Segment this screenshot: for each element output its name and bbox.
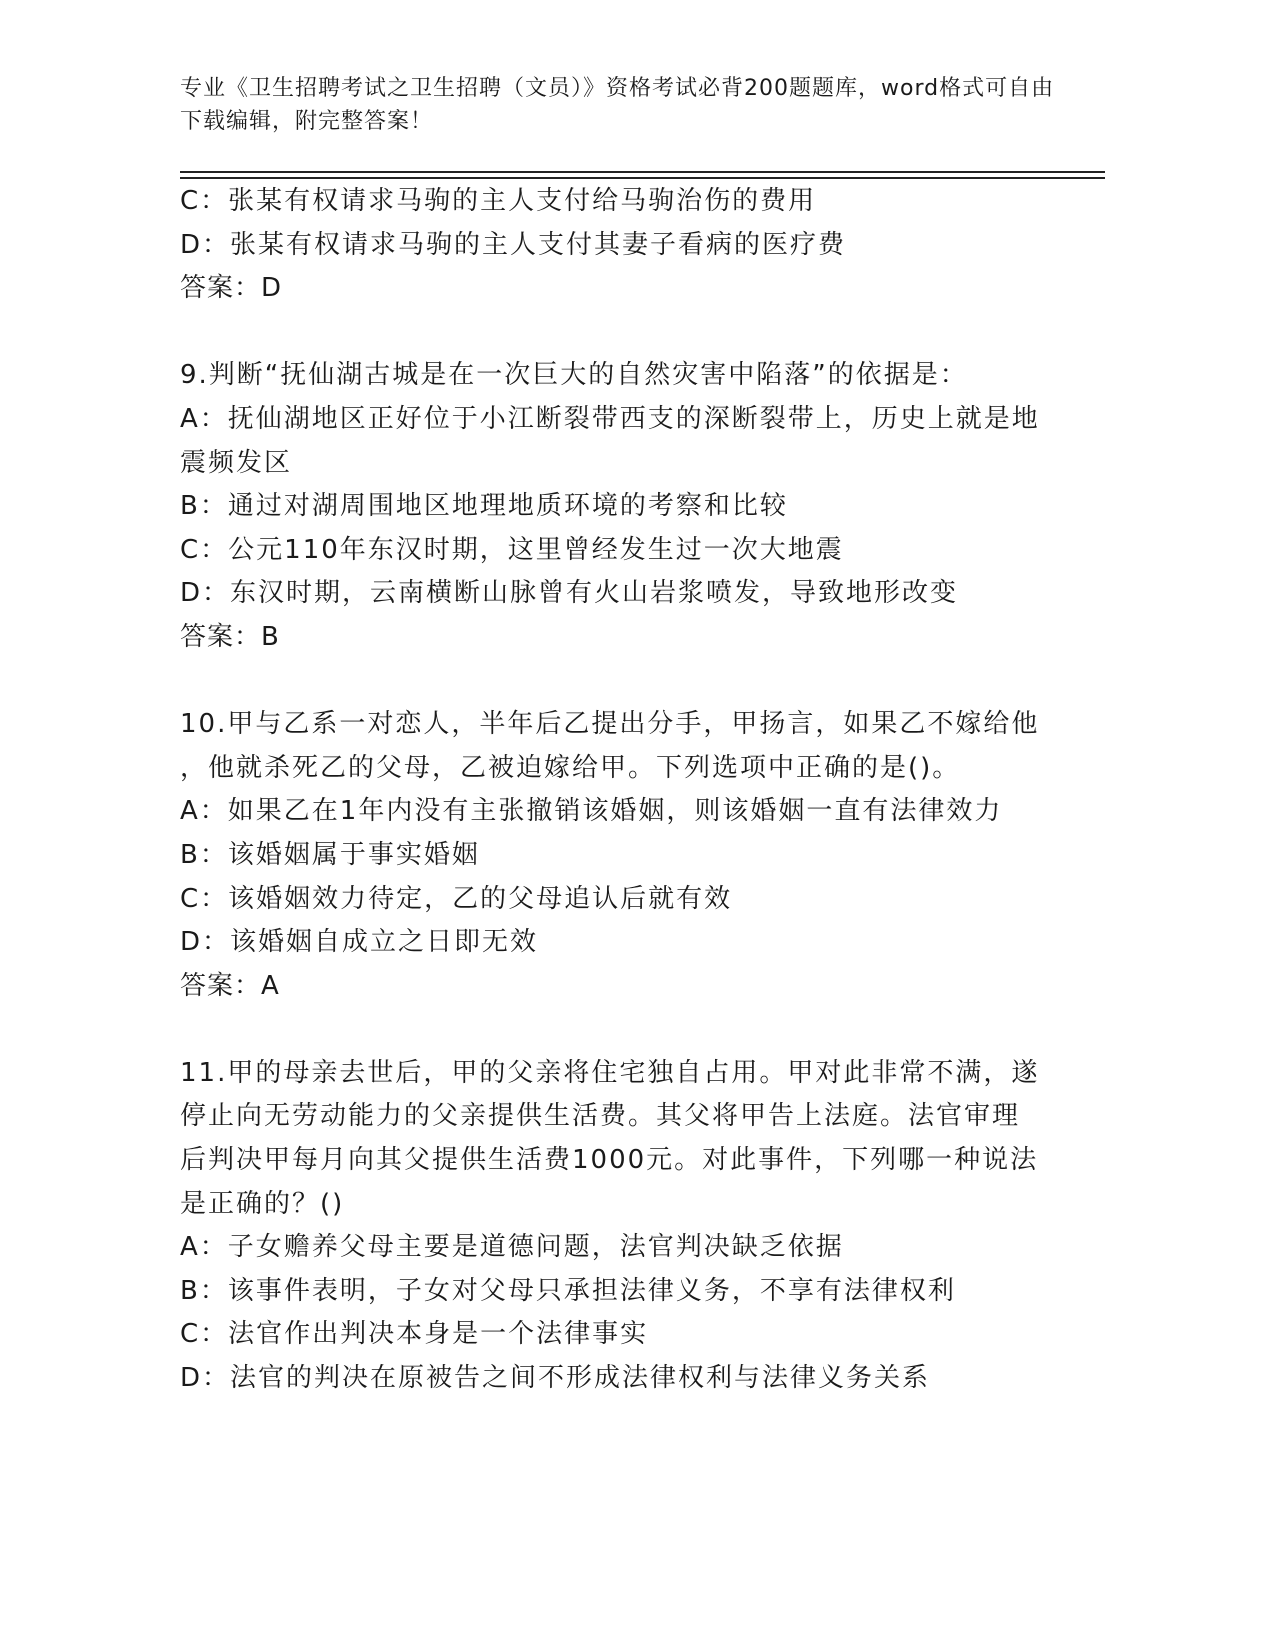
q11-question-line3: 后判决甲每月向其父提供生活费1000元。对此事件，下列哪一种说法: [180, 1145, 1039, 1176]
spacer: [180, 660, 1040, 704]
q10-answer: 答案：A: [180, 970, 280, 1001]
spacer: [180, 1008, 1040, 1052]
q10-option-c: C：该婚姻效力待定，乙的父母追认后就有效: [180, 883, 733, 914]
q9-option-a-line1: A：抚仙湖地区正好位于小江断裂带西支的深断裂带上，历史上就是地: [180, 403, 1040, 434]
q9-option-c: C：公元110年东汉时期，这里曾经发生过一次大地震: [180, 534, 844, 565]
q11-question-line4: 是正确的？(): [180, 1188, 345, 1219]
q11-option-d: D：法官的判决在原被告之间不形成法律权利与法律义务关系: [180, 1363, 931, 1394]
header-rule-top: [180, 171, 1105, 173]
q10-option-a: A：如果乙在1年内没有主张撤销该婚姻，则该婚姻一直有法律效力: [180, 796, 1003, 827]
q11-question-line1: 11.甲的母亲去世后，甲的父亲将住宅独自占用。甲对此非常不满，遂: [180, 1057, 1040, 1088]
spacer: [180, 311, 1040, 355]
q9-option-a-line2: 震频发区: [180, 447, 293, 478]
q9-answer: 答案：B: [180, 621, 280, 652]
q9-option-d: D：东汉时期，云南横断山脉曾有火山岩浆喷发，导致地形改变: [180, 578, 959, 609]
q9-option-b: B：通过对湖周围地区地理地质环境的考察和比较: [180, 491, 788, 522]
q9-question: 9.判断“抚仙湖古城是在一次巨大的自然灾害中陷落”的依据是：: [180, 360, 968, 391]
header-rule-bottom: [180, 177, 1105, 179]
q10-question-line2: ，他就杀死乙的父母，乙被迫嫁给甲。下列选项中正确的是()。: [180, 752, 961, 783]
q10-option-b: B：该婚姻属于事实婚姻: [180, 839, 480, 870]
q11-option-a: A：子女赡养父母主要是道德问题，法官判决缺乏依据: [180, 1232, 844, 1263]
document-header: 专业《卫生招聘考试之卫生招聘（文员）》资格考试必背200题题库，word格式可自由下载编辑，附完整答案！: [180, 76, 1055, 134]
q8-answer: 答案：D: [180, 273, 283, 304]
q11-question-line2: 停止向无劳动能力的父亲提供生活费。其父将甲告上法庭。法官审理: [180, 1101, 1021, 1132]
q11-option-b: B：该事件表明，子女对父母只承担法律义务，不享有法律权利: [180, 1275, 956, 1306]
question-content: [180, 180, 1040, 1401]
q8-option-c: C：张某有权请求马驹的主人支付给马驹治伤的费用: [180, 186, 817, 216]
q11-option-c: C：法官作出判决本身是一个法律事实: [180, 1319, 649, 1350]
q8-option-d: D：张某有权请求马驹的主人支付其妻子看病的医疗费: [180, 229, 847, 260]
q10-option-d: D：该婚姻自成立之日即无效: [180, 927, 539, 958]
q10-question-line1: 10.甲与乙系一对恋人，半年后乙提出分手，甲扬言，如果乙不嫁给他: [180, 709, 1040, 740]
